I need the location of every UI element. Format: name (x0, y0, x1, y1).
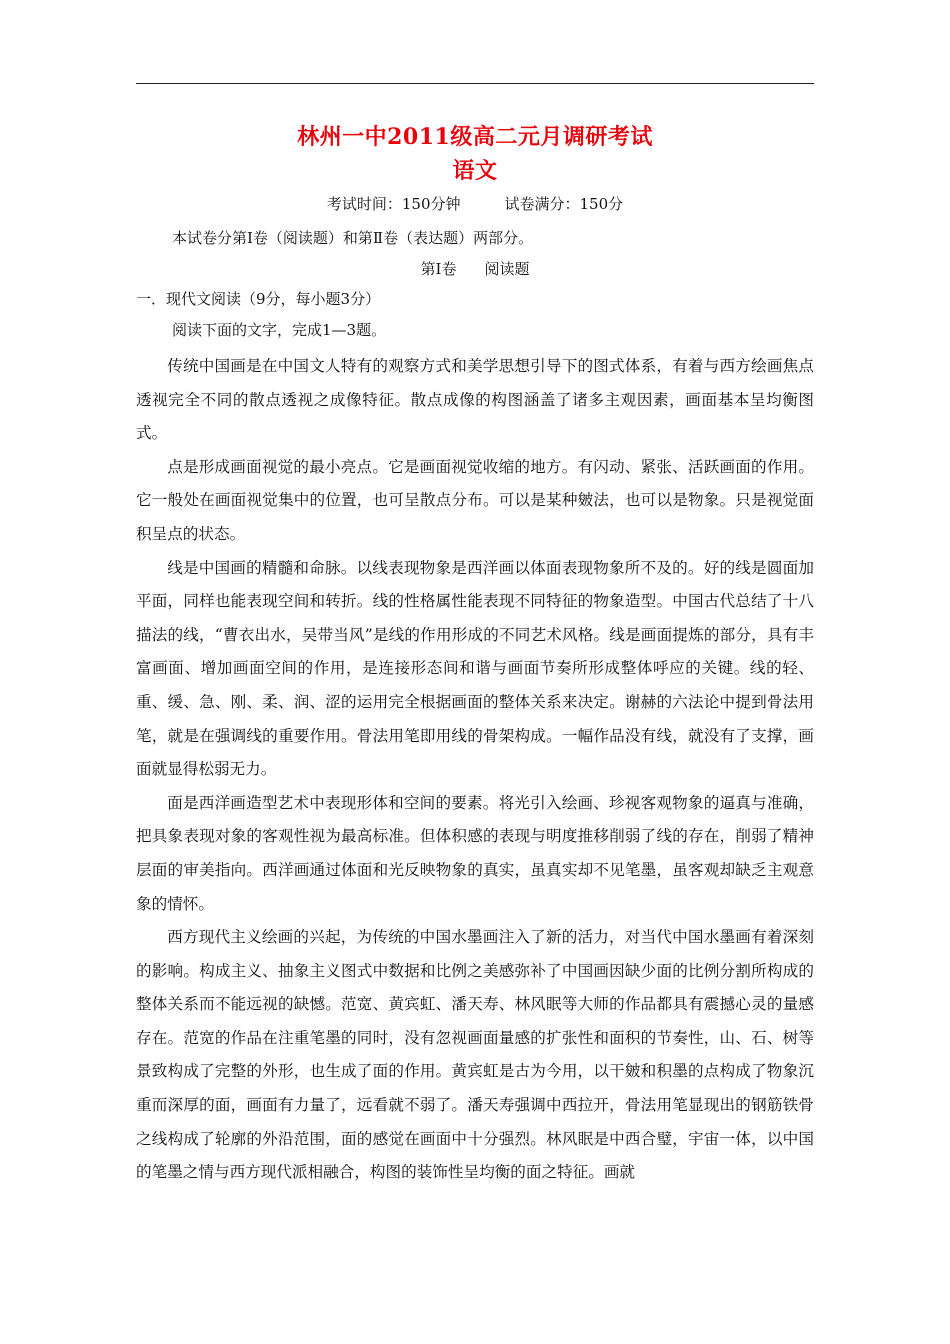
passage-paragraph: 面是西洋画造型艺术中表现形体和空间的要素。将光引入绘画、珍视客观物象的逼真与准确，把具象表现对象的客观性视为最高标准。但体积感的表现与明度推移削弱了线的存在，削弱了精神层面的审美指向。西洋画通过体面和光反映物象的真实，虽真实却不见笔墨，虽客观却缺乏主观意象的情怀。 (136, 793, 814, 913)
section-instruction: 阅读下面的文字，完成1—3题。 (172, 321, 387, 339)
reading-passage (136, 350, 814, 1190)
passage-paragraph: 点是形成画面视觉的最小亮点。它是画面视觉收缩的地方。有闪动、紧张、活跃画面的作用。它一般处在画面视觉集中的位置，也可呈散点分布。可以是某种皴法，也可以是物象。只是视觉面积呈点的状态。 (136, 457, 814, 543)
full-score: 试卷满分：150分 (504, 195, 624, 213)
section-heading: 一．现代文阅读（9分，每小题3分） (136, 290, 381, 308)
exam-time: 考试时间：150分钟 (326, 195, 461, 213)
paper-intro: 本试卷分第Ⅰ卷（阅读题）和第Ⅱ卷（表达题）两部分。 (172, 229, 534, 247)
passage-paragraph: 线是中国画的精髓和命脉。以线表现物象是西洋画以体面表现物象所不及的。好的线是圆面加平面，同样也能表现空间和转折。线的性格属性能表现不同特征的物象造型。中国古代总结了十八描法的线，“曹衣出水，吴带当风”是线的作用形成的不同艺术风格。线是画面提炼的部分，具有丰富画面、增加画面空间的作用，是连接形态间和谐与画面节奏所形成整体呼应的关键。线的轻、重、缓、急、刚、柔、润、涩的运用完全根据画面的整体关系来决定。谢赫的六法论中提到骨法用笔，就是在强调线的重要作用。骨法用笔即用线的骨架构成。一幅作品没有线，就没有了支撑，画面就显得松弱无力。 (136, 558, 814, 779)
header-rule (136, 83, 814, 84)
part-name: 阅读题 (484, 260, 530, 278)
subject-title: 语文 (452, 158, 498, 184)
exam-title: 林州一中2011级高二元月调研考试 (297, 124, 653, 150)
passage-paragraph: 传统中国画是在中国文人特有的观察方式和美学思想引导下的图式体系，有着与西方绘画焦点透视完全不同的散点透视之成像特征。散点成像的构图涵盖了诸多主观因素，画面基本呈均衡图式。 (136, 357, 814, 443)
part-label: 第Ⅰ卷 (420, 260, 457, 278)
exam-meta (0, 193, 950, 215)
part-heading (0, 258, 950, 280)
passage-paragraph: 西方现代主义绘画的兴起，为传统的中国水墨画注入了新的活力，对当代中国水墨画有着深刻的影响。构成主义、抽象主义图式中数据和比例之美感弥补了中国画因缺少面的比例分割所构成的整体关系而不能远视的缺憾。范宽、黄宾虹、潘天寿、林风眠等大师的作品都具有震撼心灵的量感存在。范宽的作品在注重笔墨的同时，没有忽视画面量感的扩张性和面积的节奏性，山、石、树等景致构成了完整的外形，也生成了面的作用。黄宾虹是古为今用，以干皴和积墨的点构成了物象沉重而深厚的面，画面有力量了，远看就不弱了。潘天寿强调中西拉开，骨法用笔显现出的钢筋铁骨之线构成了轮廓的外沿范围，面的感觉在画面中十分强烈。林风眠是中西合璧，宇宙一体，以中国的笔墨之情与西方现代派相融合，构图的装饰性呈均衡的面之特征。画就 (136, 928, 814, 1182)
